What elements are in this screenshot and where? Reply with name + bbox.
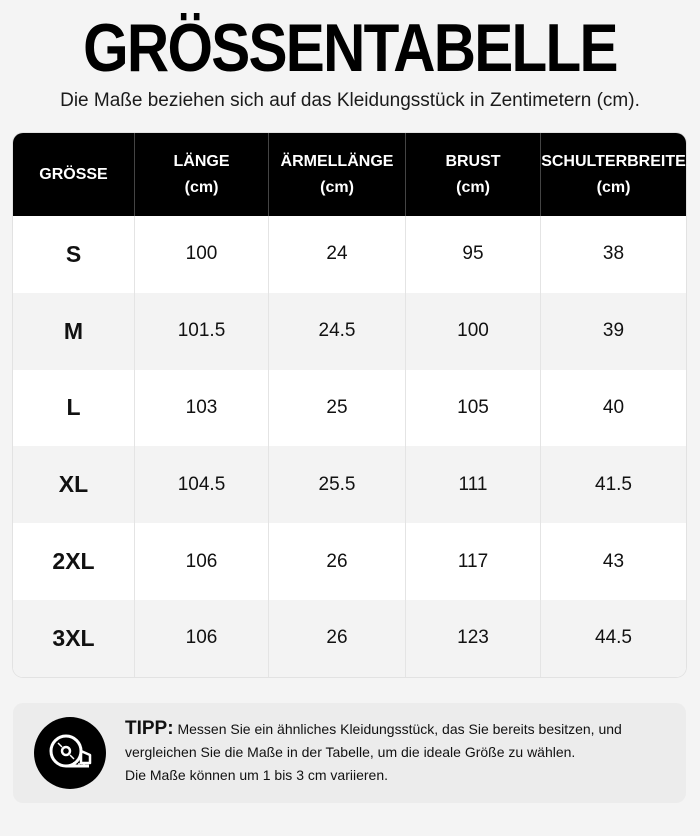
table-row (13, 446, 686, 523)
header-sleeve-label: ÄRMELLÄNGE (280, 152, 394, 170)
cell-size: 3XL (13, 600, 135, 677)
table-row (13, 523, 686, 600)
cell-size: XL (13, 446, 135, 523)
tip-text (125, 717, 675, 787)
cell-sleeve-length: 26 (269, 523, 406, 600)
cell-chest: 105 (406, 370, 541, 447)
cell-size: M (13, 293, 135, 370)
header-sleeve-unit: (cm) (320, 178, 354, 196)
cell-shoulder-width: 38 (602, 243, 625, 265)
header-shoulder-width (541, 133, 686, 216)
header-size-label: GRÖSSE (39, 165, 108, 183)
cell-shoulder-width: 44.5 (595, 627, 632, 649)
cell-shoulder-width: 40 (602, 396, 625, 418)
tip-line-2: vergleichen Sie die Maße in der Tabelle, um die ideale Größe zu wählen. (125, 744, 576, 760)
cell-shoulder-width: 41.5 (595, 473, 632, 495)
header-length (135, 133, 269, 216)
header-chest-label: BRUST (445, 152, 501, 170)
table-row (13, 600, 686, 677)
page-subtitle: Die Maße beziehen sich auf das Kleidungsstück in Zentimetern (cm). (60, 90, 640, 111)
header-length-unit: (cm) (184, 178, 219, 196)
cell-size: 2XL (13, 523, 135, 600)
table-row (13, 370, 686, 447)
cell-shoulder-width: 39 (602, 320, 625, 342)
cell-sleeve-length: 25 (269, 370, 406, 447)
cell-sleeve-length: 24 (269, 216, 406, 293)
cell-length: 101.5 (135, 293, 269, 370)
page-title: GRÖSSENTABELLE (83, 10, 617, 86)
header-shoulder-label: SCHULTERBREITE (541, 152, 686, 170)
cell-length: 100 (135, 216, 269, 293)
cell-shoulder-width: 43 (602, 550, 625, 572)
cell-length: 106 (135, 523, 269, 600)
tip-line-1: Messen Sie ein ähnliches Kleidungsstück, das Sie bereits besitzen, und (177, 721, 622, 737)
size-table (13, 133, 686, 677)
cell-size: L (13, 370, 135, 447)
measuring-tape-icon (34, 717, 106, 789)
tip-line-3: Die Maße können um 1 bis 3 cm variieren. (125, 767, 388, 783)
cell-length: 103 (135, 370, 269, 447)
cell-chest: 95 (406, 216, 541, 293)
cell-sleeve-length: 24.5 (269, 293, 406, 370)
header-shoulder-unit: (cm) (596, 178, 631, 196)
header-sleeve-length (269, 133, 406, 216)
header-chest-unit: (cm) (456, 178, 490, 196)
cell-sleeve-length: 26 (269, 600, 406, 677)
cell-chest: 100 (406, 293, 541, 370)
cell-chest: 117 (406, 523, 541, 600)
table-row (13, 293, 686, 370)
tip-label: TIPP: (125, 718, 174, 739)
cell-chest: 123 (406, 600, 541, 677)
table-header (13, 133, 686, 216)
table-row (13, 216, 686, 293)
measuring-tape-icon-graphic (34, 717, 106, 789)
cell-size: S (13, 216, 135, 293)
cell-chest: 111 (406, 446, 541, 523)
header-size (13, 133, 135, 216)
cell-sleeve-length: 25.5 (269, 446, 406, 523)
tip-box (13, 703, 686, 803)
cell-length: 106 (135, 600, 269, 677)
header-chest (406, 133, 541, 216)
cell-length: 104.5 (135, 446, 269, 523)
header-length-label: LÄNGE (173, 152, 230, 170)
